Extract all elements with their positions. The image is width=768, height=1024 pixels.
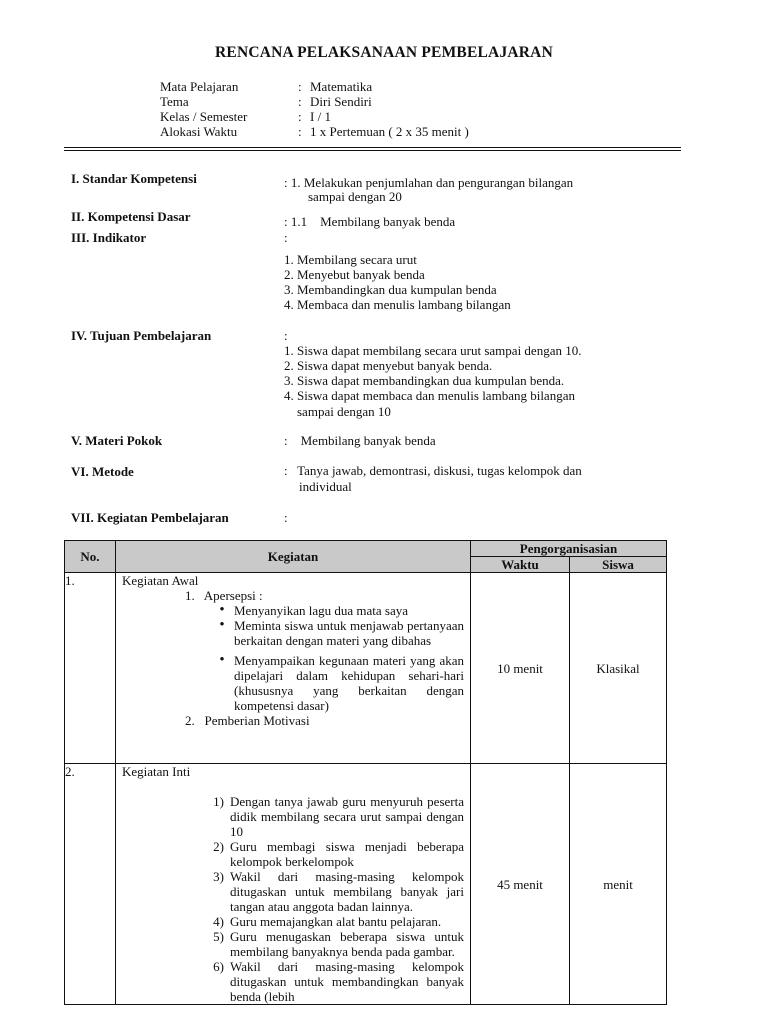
section-heading-sk: I. Standar Kompetensi bbox=[71, 171, 197, 186]
list-item bbox=[200, 869, 464, 914]
list-item bbox=[284, 358, 581, 373]
list-item bbox=[284, 282, 511, 297]
item-number: 6) bbox=[213, 959, 224, 974]
item-text: Siswa dapat membilang secara urut sampai dengan 10. bbox=[297, 343, 582, 358]
row-siswa: Klasikal bbox=[570, 573, 667, 764]
ind-colon: : bbox=[284, 230, 288, 245]
item-number: 1) bbox=[213, 794, 224, 809]
item-text: Membaca dan menulis lambang bilangan bbox=[297, 297, 511, 312]
item-number: 3. bbox=[284, 282, 294, 297]
item-number: 2. bbox=[284, 358, 294, 373]
item-number: 4. bbox=[284, 297, 294, 312]
item-number: 1. bbox=[284, 252, 294, 267]
row-activity bbox=[116, 573, 471, 764]
numbered-list bbox=[116, 794, 470, 1004]
item-text: Dengan tanya jawab guru menyuruh peserta didik membilang secara urut sampai dengan 10 bbox=[230, 794, 464, 839]
tp-colon: : bbox=[284, 328, 288, 343]
meta-label: Alokasi Waktu bbox=[160, 124, 238, 139]
list-item bbox=[210, 603, 464, 618]
meta-value: I / 1 bbox=[310, 109, 331, 124]
activity-sub-heading: 1. Apersepsi : bbox=[185, 588, 263, 603]
meta-colon: : bbox=[298, 109, 302, 124]
meta-row-time bbox=[160, 124, 469, 139]
activities-table bbox=[64, 540, 667, 1005]
header-waktu: Waktu bbox=[471, 557, 570, 573]
item-number: 1. bbox=[284, 343, 294, 358]
header-rule bbox=[64, 147, 681, 148]
activity-sub-heading: 2. Pemberian Motivasi bbox=[185, 713, 310, 728]
mt-text-line2: individual bbox=[299, 479, 352, 494]
row-number: 2. bbox=[65, 764, 116, 1005]
item-text: Siswa dapat membaca dan menulis lambang bilangan bbox=[297, 388, 575, 403]
section-heading-kp: VII. Kegiatan Pembelajaran bbox=[71, 510, 229, 525]
header-rule bbox=[64, 150, 681, 151]
sk-text-line2: sampai dengan 20 bbox=[308, 189, 402, 204]
meta-label: Tema bbox=[160, 94, 189, 109]
table-row bbox=[65, 764, 667, 1005]
table-row bbox=[65, 573, 667, 764]
section-heading-mp: V. Materi Pokok bbox=[71, 433, 163, 448]
mt-text-line1: : Tanya jawab, demontrasi, diskusi, tugas kelompok dan bbox=[284, 463, 582, 478]
item-number: 4) bbox=[213, 914, 224, 929]
item-text: Guru memajangkan alat bantu pelajaran. bbox=[230, 914, 442, 929]
item-text: Siswa dapat membandingkan dua kumpulan benda. bbox=[297, 373, 565, 388]
item-number: 4. bbox=[284, 388, 294, 403]
activity-title: Kegiatan Inti bbox=[122, 764, 191, 779]
item-text: Meminta siswa untuk menjawab pertanyaan berkaitan dengan materi yang dibahas bbox=[234, 618, 464, 648]
section-heading-mt: VI. Metode bbox=[71, 464, 134, 479]
section-heading-tp: IV. Tujuan Pembelajaran bbox=[71, 328, 212, 343]
indicator-list bbox=[284, 252, 511, 312]
row-waktu: 10 menit bbox=[471, 573, 570, 764]
list-item bbox=[284, 388, 581, 403]
header-siswa: Siswa bbox=[570, 557, 667, 573]
bullet-icon: • bbox=[219, 602, 225, 618]
list-item bbox=[210, 653, 464, 713]
item-number: 2. bbox=[284, 267, 294, 282]
list-item bbox=[200, 929, 464, 959]
row-activity bbox=[116, 764, 471, 1005]
row-siswa: menit bbox=[570, 764, 667, 1005]
header-no: No. bbox=[65, 541, 116, 573]
meta-colon: : bbox=[298, 79, 302, 94]
lesson-meta bbox=[160, 79, 469, 139]
list-item bbox=[200, 839, 464, 869]
list-item bbox=[284, 343, 581, 358]
list-item bbox=[284, 252, 511, 267]
list-item bbox=[200, 959, 464, 1004]
item-text: Membilang secara urut bbox=[297, 252, 417, 267]
activity-title: Kegiatan Awal bbox=[122, 573, 199, 588]
header-kegiatan: Kegiatan bbox=[116, 541, 471, 573]
tp-continuation: sampai dengan 10 bbox=[297, 404, 391, 419]
header-pengorganisasian: Pengorganisasian bbox=[471, 541, 667, 557]
meta-label: Mata Pelajaran bbox=[160, 79, 239, 94]
meta-colon: : bbox=[298, 124, 302, 139]
section-heading-ind: III. Indikator bbox=[71, 230, 147, 245]
item-number: 3. bbox=[284, 373, 294, 388]
objective-list bbox=[284, 343, 581, 403]
item-text: Wakil dari masing-masing kelompok ditugaskan untuk membilang banyak jari tangan atau anggota badan lainnya. bbox=[230, 869, 464, 914]
item-number: 5) bbox=[213, 929, 224, 944]
bullet-icon: • bbox=[219, 617, 225, 633]
item-text: Menyanyikan lagu dua mata saya bbox=[234, 603, 408, 618]
item-text: Wakil dari masing-masing kelompok ditugaskan untuk membandingkan banyak benda (lebih bbox=[230, 959, 464, 1004]
meta-value: Diri Sendiri bbox=[310, 94, 372, 109]
list-item bbox=[284, 267, 511, 282]
item-text: Membandingkan dua kumpulan benda bbox=[297, 282, 497, 297]
bullet-list bbox=[116, 603, 470, 713]
meta-value: Matematika bbox=[310, 79, 373, 94]
list-item bbox=[200, 914, 464, 929]
item-number: 2) bbox=[213, 839, 224, 854]
row-waktu: 45 menit bbox=[471, 764, 570, 1005]
document-title: RENCANA PELAKSANAAN PEMBELAJARAN bbox=[215, 44, 553, 61]
item-text: Guru menugaskan beberapa siswa untuk membilang banyaknya benda pada gambar. bbox=[230, 929, 464, 959]
meta-row-theme bbox=[160, 94, 469, 109]
item-text: Guru membagi siswa menjadi beberapa kelompok berkelompok bbox=[230, 839, 464, 869]
meta-row-subject bbox=[160, 79, 469, 94]
mp-text: : Membilang banyak benda bbox=[284, 433, 436, 448]
table-header-row bbox=[65, 541, 667, 557]
meta-value: 1 x Pertemuan ( 2 x 35 menit ) bbox=[310, 124, 469, 139]
meta-colon: : bbox=[298, 94, 302, 109]
kd-text: : 1.1 Membilang banyak benda bbox=[284, 214, 456, 229]
bullet-icon: • bbox=[219, 652, 225, 668]
item-text: Menyampaikan kegunaan materi yang akan dipelajari dalam kehidupan sehari-hari (khususnya yang berkaitan dengan kompetensi dasar) bbox=[234, 653, 464, 713]
list-item bbox=[284, 373, 581, 388]
section-heading-kd: II. Kompetensi Dasar bbox=[71, 209, 191, 224]
item-number: 3) bbox=[213, 869, 224, 884]
meta-label: Kelas / Semester bbox=[160, 109, 248, 124]
sk-text-line1: : 1. Melakukan penjumlahan dan pengurangan bilangan bbox=[284, 175, 574, 190]
item-text: Siswa dapat menyebut banyak benda. bbox=[297, 358, 493, 373]
list-item bbox=[284, 297, 511, 312]
meta-row-class bbox=[160, 109, 469, 124]
row-number: 1. bbox=[65, 573, 116, 764]
list-item bbox=[210, 618, 464, 648]
kp-colon: : bbox=[284, 510, 288, 525]
list-item bbox=[200, 794, 464, 839]
item-text: Menyebut banyak benda bbox=[297, 267, 425, 282]
